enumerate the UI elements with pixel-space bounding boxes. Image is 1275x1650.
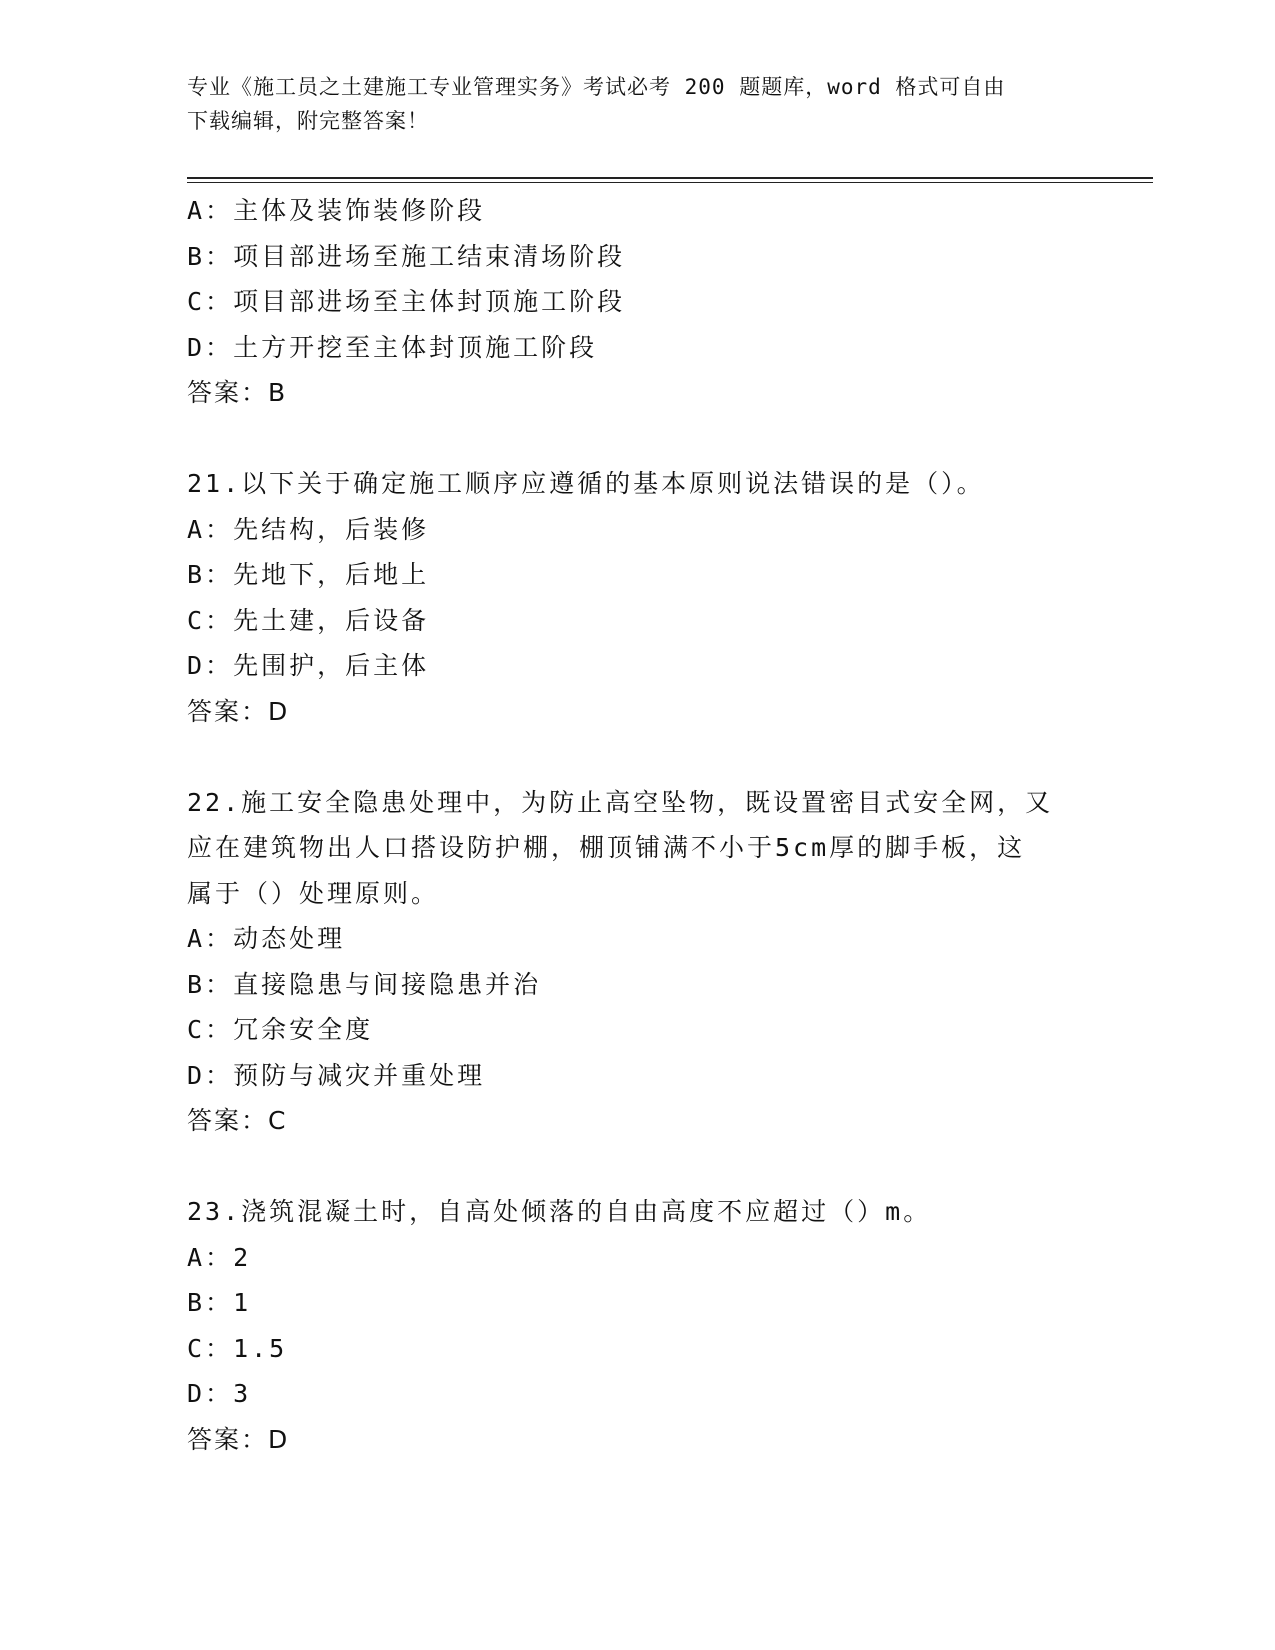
- option-letter: C：: [187, 287, 234, 316]
- option-text: 先土建，后设备: [233, 605, 430, 635]
- option-b: [187, 234, 1087, 280]
- option-d: [187, 643, 1087, 689]
- option-d: [187, 1053, 1087, 1099]
- option-letter: A：: [187, 514, 234, 544]
- option-text: 项目部进场至施工结束清场阶段: [233, 241, 626, 271]
- option-a: [187, 188, 1087, 234]
- header-divider-thick: [187, 177, 1153, 179]
- header-divider-thin: [187, 182, 1153, 183]
- option-text: 2: [233, 1242, 252, 1272]
- answer-line: 答案：D: [187, 1424, 290, 1454]
- document-header: [187, 70, 1067, 138]
- option-text: 项目部进场至主体封顶施工阶段: [233, 287, 626, 316]
- option-letter: B：: [187, 560, 234, 589]
- answer-line: 答案：B: [187, 378, 288, 407]
- question-stem-line-3: 属于（）处理原则。: [187, 878, 440, 908]
- option-a: [187, 1235, 1087, 1281]
- question-stem: 21.以下关于确定施工顺序应遵循的基本原则说法错误的是（）。: [187, 469, 985, 498]
- header-line-1: 专业《施工员之土建施工专业管理实务》考试必考 200 题题库，word 格式可自由: [187, 75, 1006, 99]
- option-text: 主体及装饰装修阶段: [233, 196, 486, 225]
- question-stem-line-1: 22.施工安全隐患处理中，为防止高空坠物，既设置密目式安全网，又: [187, 787, 1054, 817]
- option-letter: C：: [187, 1015, 234, 1044]
- option-text: 1.5: [233, 1333, 288, 1363]
- option-d: [187, 1371, 1087, 1417]
- option-letter: D：: [187, 1060, 234, 1090]
- option-letter: A：: [187, 1242, 234, 1272]
- option-letter: D：: [187, 651, 234, 680]
- header-line-2: 下载编辑，附完整答案！: [187, 109, 429, 133]
- option-d: [187, 325, 1087, 371]
- option-text: 先结构，后装修: [233, 514, 430, 544]
- option-text: 先地下，后地上: [233, 560, 430, 589]
- question-list: [187, 188, 1087, 1462]
- option-letter: A：: [187, 196, 234, 225]
- option-c: [187, 598, 1087, 644]
- option-letter: A：: [187, 924, 234, 953]
- question-22: [187, 780, 1087, 1144]
- question-stem: 23.浇筑混凝土时，自高处倾落的自由高度不应超过（）m。: [187, 1197, 932, 1226]
- option-text: 3: [233, 1379, 252, 1408]
- option-text: 1: [233, 1288, 252, 1317]
- option-letter: D：: [187, 332, 234, 362]
- question-stem-line-2: 应在建筑物出人口搭设防护棚，棚顶铺满不小于5cm厚的脚手板，这: [187, 833, 1026, 862]
- question-23: [187, 1189, 1087, 1462]
- option-letter: B：: [187, 969, 234, 999]
- option-letter: D：: [187, 1379, 234, 1408]
- leading-question-block: [187, 188, 1087, 416]
- option-text: 土方开挖至主体封顶施工阶段: [233, 332, 598, 362]
- option-letter: B：: [187, 241, 234, 271]
- option-c: [187, 279, 1087, 325]
- option-text: 动态处理: [233, 924, 346, 953]
- option-text: 先围护，后主体: [233, 651, 430, 680]
- option-letter: C：: [187, 605, 234, 635]
- option-c: [187, 1326, 1087, 1372]
- answer-line: 答案：D: [187, 696, 290, 726]
- option-text: 冗余安全度: [233, 1015, 374, 1044]
- option-letter: B：: [187, 1288, 234, 1317]
- option-b: [187, 1280, 1087, 1326]
- question-21: [187, 461, 1087, 734]
- option-text: 预防与减灾并重处理: [233, 1060, 486, 1090]
- option-c: [187, 1007, 1087, 1053]
- option-text: 直接隐患与间接隐患并治: [233, 969, 542, 999]
- option-b: [187, 962, 1087, 1008]
- option-letter: C：: [187, 1333, 234, 1363]
- option-b: [187, 552, 1087, 598]
- option-a: [187, 916, 1087, 962]
- answer-line: 答案：C: [187, 1106, 288, 1135]
- option-a: [187, 507, 1087, 553]
